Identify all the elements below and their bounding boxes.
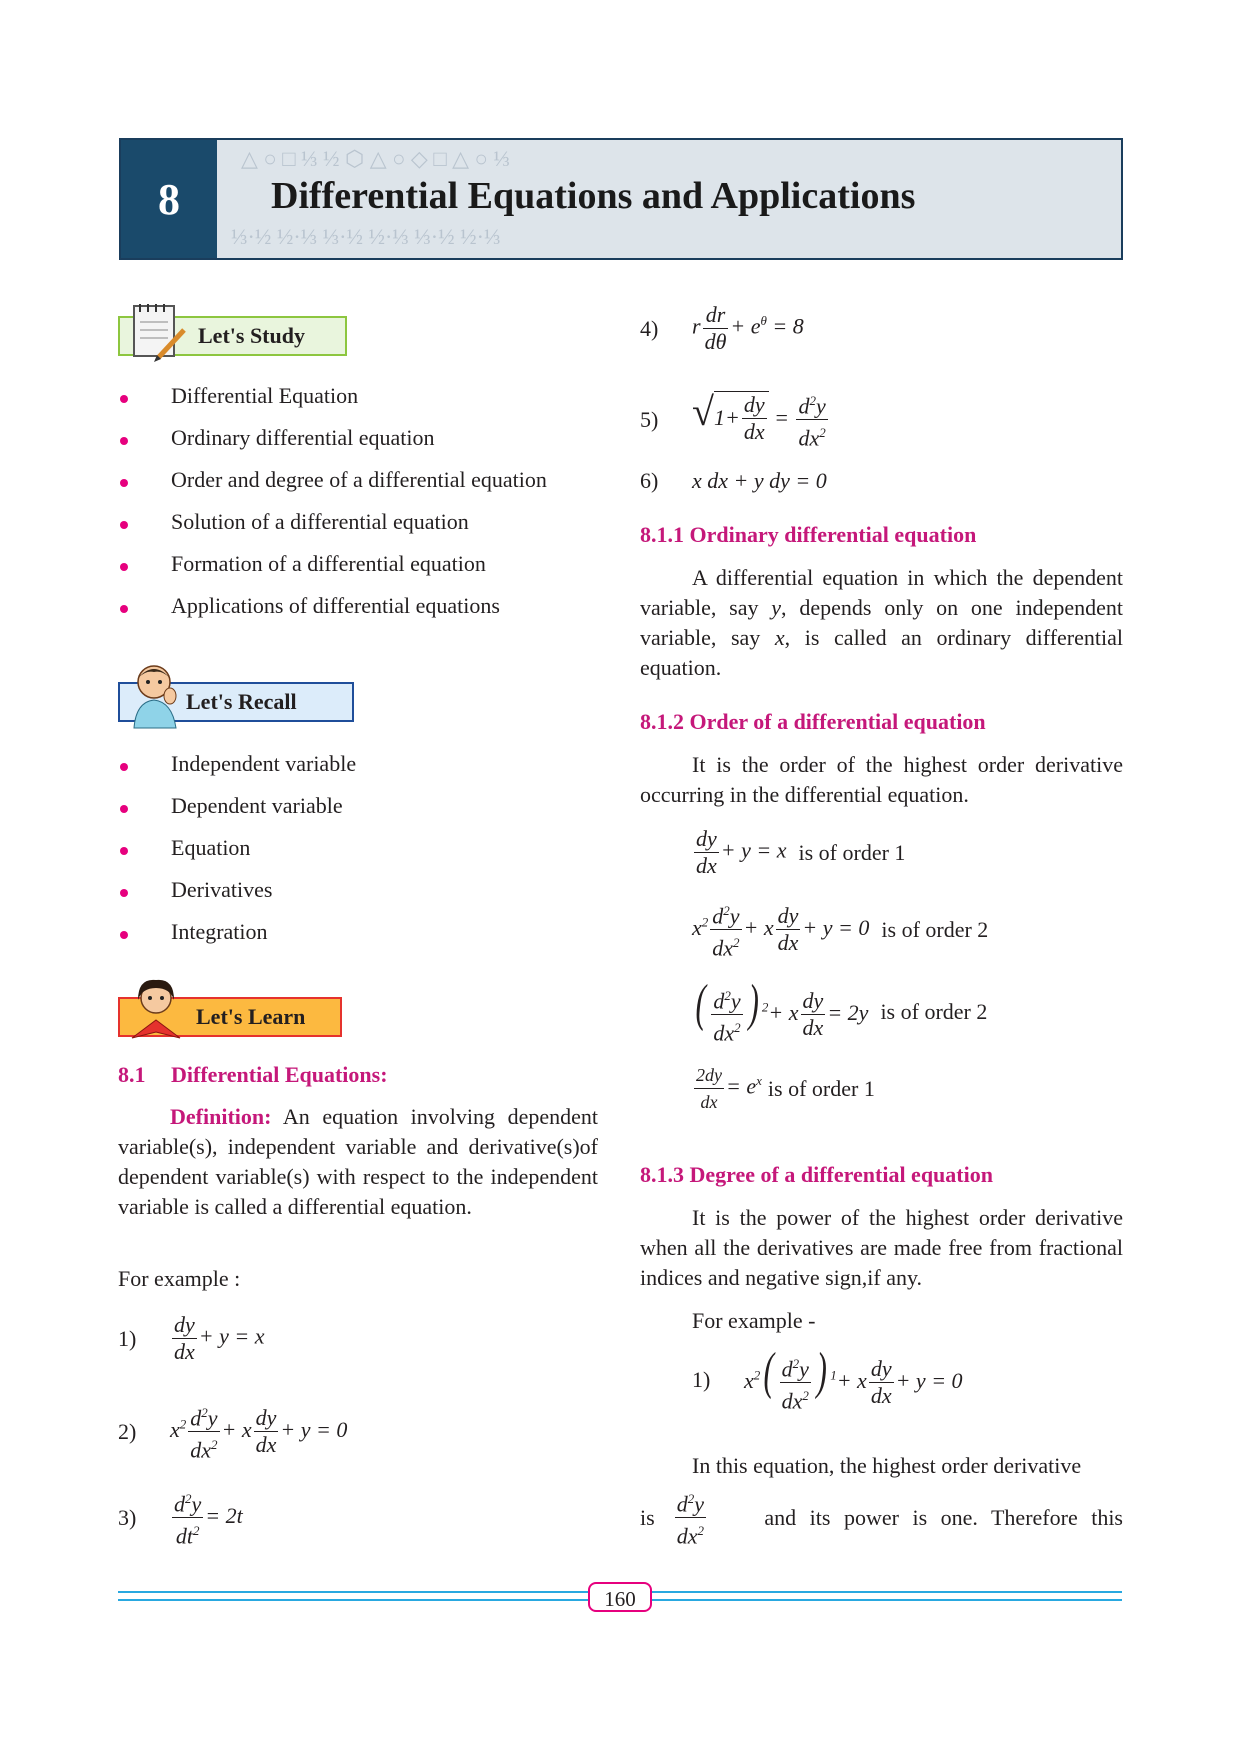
example-equation-5: 5) √1+ $\frac{dy}{dx}$ = $\frac{d^2y}{dx^2}$ — [640, 389, 826, 451]
bullet-icon — [120, 763, 128, 771]
for-example-label: For example : — [118, 1266, 241, 1291]
example-equation-6: 6) x dx + y dy = 0 — [640, 468, 827, 493]
example-equation-3: 3) $\frac{d^2y}{dt^2}$ = 2t — [118, 1486, 243, 1550]
lets-study-label: Let's Study — [118, 316, 347, 356]
bullet-icon — [120, 563, 128, 571]
recall-item: Equation — [171, 835, 251, 860]
study-item: Formation of a differential equation — [171, 551, 486, 576]
bullet-icon — [120, 805, 128, 813]
chapter-banner — [119, 138, 1123, 260]
chapter-number: 8 — [121, 140, 217, 258]
degree-for-example-label: For example - — [692, 1308, 816, 1333]
study-item: Order and degree of a differential equation — [171, 467, 547, 492]
notepad-pencil-icon — [128, 300, 190, 364]
recall-item: Integration — [171, 919, 268, 944]
recall-item: Derivatives — [171, 877, 273, 902]
ordinary-de-paragraph: A differential equation in which the dependent variable, say y, depends only on one independent variable, say x, is called an ordinary differential equation. — [640, 565, 1124, 680]
reading-girl-icon — [126, 976, 188, 1042]
degree-example-equation-1: 1) $x^2$( $\frac{d^2y}{dx^2}$ ) $^1$+ x $\frac{dy}{dx}$ + y = 0 — [692, 1343, 963, 1414]
section-812-heading: 8.1.2 Order of a differential equation — [640, 709, 986, 734]
bullet-icon — [120, 931, 128, 939]
example-equation-2: 2) $x^2$ $\frac{d^2y}{dx^2}$ + x $\frac{dy}{dx}$ + y = 0 — [118, 1400, 347, 1464]
order-example-1: $\frac{dy}{dx}$ + y = x is of order 1 — [696, 826, 906, 878]
chapter-title: Differential Equations and Applications — [271, 175, 916, 217]
study-item: Ordinary differential equation — [171, 425, 435, 450]
bullet-icon — [120, 437, 128, 445]
section-813-heading: 8.1.3 Degree of a differential equation — [640, 1162, 993, 1187]
study-item: Differential Equation — [171, 383, 359, 408]
order-example-4: $\frac{2dy}{dx}$ = $e^x$ is of order 1 — [692, 1062, 875, 1115]
section-81-heading: 8.1 Differential Equations: — [118, 1062, 388, 1087]
continuation-line-1: In this equation, the highest order derivative — [692, 1453, 1082, 1478]
background-pattern: △ ○ □ ⅓ ½ ⬡ △ ○ ◇ □ △ ○ ⅓ — [241, 146, 510, 171]
background-pattern: ⅓·½ ½·⅓ ⅓·½ ½·⅓ ⅓·½ ½·⅓ — [231, 224, 501, 249]
bullet-icon — [120, 605, 128, 613]
section-811-heading: 8.1.1 Ordinary differential equation — [640, 522, 977, 547]
bullet-icon — [120, 479, 128, 487]
study-item: Solution of a differential equation — [171, 509, 469, 534]
order-paragraph: It is the order of the highest order derivative occurring in the differential equation. — [640, 752, 1123, 807]
order-example-2: $x^2$ $\frac{d^2y}{dx^2}$ + x $\frac{dy}{dx}$ + y = 0 is of order 2 — [692, 898, 988, 962]
lets-learn-label: Let's Learn — [118, 997, 342, 1037]
bullet-icon — [120, 847, 128, 855]
example-equation-1: 1) $\frac{dy}{dx}$ + y = x — [118, 1312, 265, 1364]
bullet-icon — [120, 889, 128, 897]
thinking-boy-icon — [126, 660, 188, 730]
bullet-icon — [120, 521, 128, 529]
study-item: Applications of differential equations — [171, 593, 500, 618]
recall-item: Dependent variable — [171, 793, 343, 818]
order-example-3: ( $\frac{d^2y}{dx^2}$ ) $^2$+ x $\frac{dy}{dx}$ = 2y is of order 2 — [695, 975, 988, 1046]
degree-paragraph: It is the power of the highest order derivative when all the derivatives are made free from fractional indices and negative sign,if any. — [640, 1205, 1123, 1290]
lets-recall-label: Let's Recall — [118, 682, 354, 722]
example-equation-4: 4) r $\frac{dr}{d\theta}$ + $e^\theta = 8$ — [640, 302, 804, 354]
recall-item: Independent variable — [171, 751, 357, 776]
page-number: 160 — [588, 1582, 652, 1612]
continuation-line-2: is $\frac{d^2y}{dx^2}$ and its power is one. Therefore this — [640, 1486, 1123, 1550]
bullet-icon — [120, 395, 128, 403]
definition-paragraph: Definition: An equation involving dependent variable(s), independent variable and derivative(s)of dependent variable(s) with respect to the independent variable is called a differential equation. — [118, 1104, 598, 1219]
